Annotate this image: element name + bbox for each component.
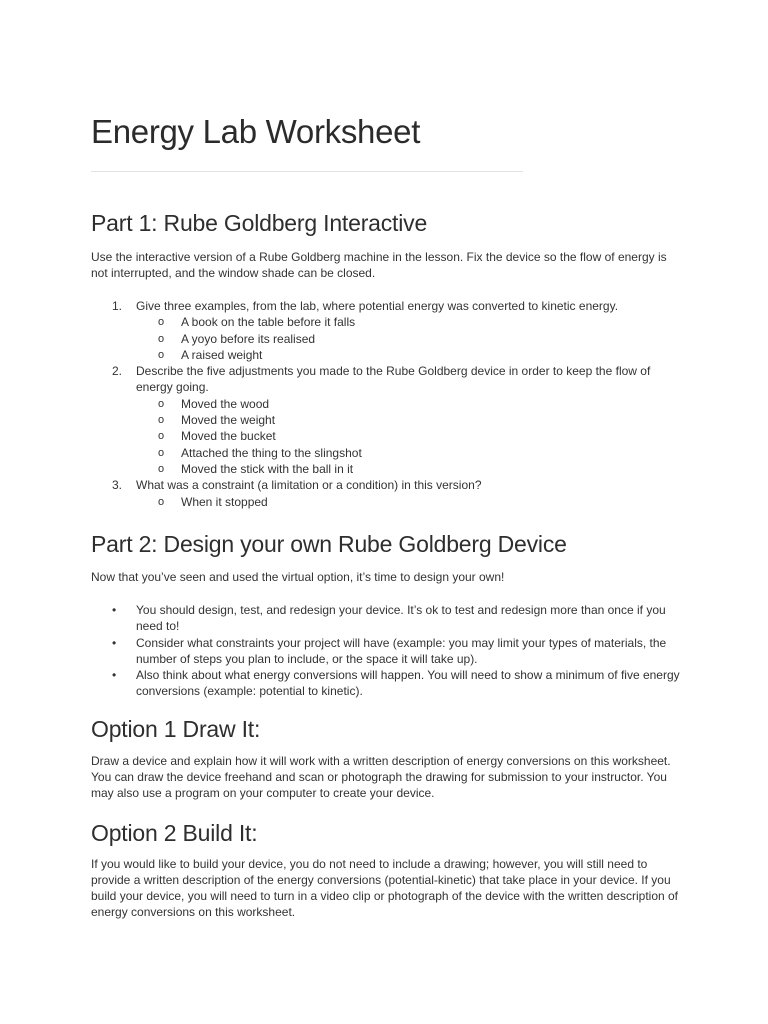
answer-item (136, 445, 681, 461)
question-3-answers (136, 494, 681, 510)
part2-heading: Part 2: Design your own Rube Goldberg Device (91, 531, 567, 557)
bullet-text: Also think about what energy conversions will happen. You will need to show a minimum of five energy conversions (example: potential to kinetic). (136, 668, 680, 699)
question-1-text: Give three examples, from the lab, where potential energy was converted to kinetic energy. (136, 299, 619, 313)
answer-text: A book on the table before it falls (181, 315, 356, 330)
option2-heading: Option 2 Build It: (91, 820, 258, 846)
question-3-text: What was a constraint (a limitation or a condition) in this version? (136, 478, 482, 493)
answer-item (136, 314, 681, 330)
page-title: Energy Lab Worksheet (91, 113, 421, 150)
question-2-number: 2. (112, 364, 123, 379)
sub-bullet-marker: o (158, 348, 165, 361)
bullet-marker: • (112, 668, 117, 683)
question-2-text: Describe the five adjustments you made to the Rube Goldberg device in order to keep the flow of energy going. (136, 364, 651, 395)
answer-text: When it stopped (181, 494, 268, 509)
title-divider (91, 171, 523, 172)
bullet-item (91, 602, 681, 635)
sub-bullet-marker: o (158, 414, 165, 427)
bullet-marker: • (112, 635, 117, 650)
answer-item (136, 331, 681, 347)
bullet-marker: • (112, 603, 117, 617)
bullet-item (91, 635, 681, 668)
answer-item (136, 494, 681, 510)
part2-bullet-list (91, 602, 681, 700)
answer-text: Moved the weight (181, 413, 276, 428)
answer-text: Moved the bucket (181, 429, 276, 444)
sub-bullet-marker: o (158, 446, 165, 459)
answer-item (136, 461, 681, 477)
sub-bullet-marker: o (158, 397, 165, 410)
part1-intro: Use the interactive version of a Rube Goldberg machine in the lesson. Fix the device so the flow of energy is not interrupted, and the window shade can be closed. (91, 250, 667, 280)
answer-text: Attached the thing to the slingshot (181, 445, 362, 460)
part2-intro: Now that you’ve seen and used the virtual option, it’s time to design your own! (91, 570, 505, 584)
answer-item (136, 396, 681, 412)
bullet-text: Consider what constraints your project will have (example: you may limit your types of materials, the number of steps you plan to include, or the space it will take up). (136, 635, 667, 666)
sub-bullet-marker: o (158, 316, 165, 329)
option2-text: If you would like to build your device, you do not need to include a drawing; however, you will still need to provide a written description of the energy conversions (potential-kinetic) that take place in your device. If you build your device, you will need to turn in a video clip or photograph of the device with the written description of energy conversions on this worksheet. (91, 857, 679, 919)
sub-bullet-marker: o (158, 430, 165, 443)
option1-text: Draw a device and explain how it will work with a written description of energy conversions on this worksheet. You can draw the device freehand and scan or photograph the drawing for submission to your instructor. You may also use a program on your computer to create your device. (91, 754, 671, 800)
answer-text: A yoyo before its realised (181, 331, 316, 346)
question-1-answers (136, 314, 681, 363)
sub-bullet-marker: o (158, 495, 165, 508)
part1-question-list (91, 298, 681, 510)
question-1 (91, 298, 681, 363)
option1-heading: Option 1 Draw It: (91, 716, 261, 742)
question-1-number: 1. (112, 299, 123, 313)
bullet-text: You should design, test, and redesign your device. It’s ok to test and redesign more than once if you need to! (136, 603, 666, 634)
question-3-number: 3. (112, 478, 123, 493)
question-2-answers (136, 396, 681, 477)
sub-bullet-marker: o (158, 462, 165, 475)
question-2 (91, 363, 681, 477)
answer-text: Moved the wood (181, 396, 270, 411)
question-3 (91, 477, 681, 510)
answer-item (136, 428, 681, 444)
part1-heading: Part 1: Rube Goldberg Interactive (91, 210, 428, 236)
bullet-item (91, 667, 681, 700)
answer-text: Moved the stick with the ball in it (181, 461, 354, 476)
answer-item (136, 347, 681, 363)
sub-bullet-marker: o (158, 332, 165, 345)
answer-text: A raised weight (181, 347, 263, 362)
answer-item (136, 412, 681, 428)
